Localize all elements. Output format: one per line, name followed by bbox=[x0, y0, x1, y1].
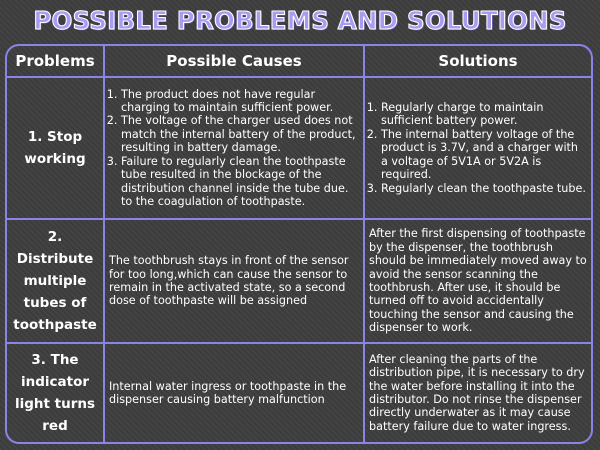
solution-item: 1. Regularly charge to maintain sufficient battery power. bbox=[381, 101, 587, 128]
header-solutions: Solutions bbox=[438, 52, 518, 70]
problem-stop-working: 1. Stop working bbox=[24, 129, 86, 167]
cause-multiple-tubes: The toothbrush stays in front of the sensor for too long,which can cause the sensor to remain in the activated state, so a second dose of toothpaste will be assigned bbox=[109, 254, 349, 308]
solutions-stop-working bbox=[365, 78, 591, 218]
solution-indicator-red: After cleaning the parts of the distribution pipe, it is necessary to dry the water before installing it into the distributor. Do not rinse the dispenser directly underwater as it may cause battery failure due to water ingress. bbox=[369, 352, 585, 433]
cause-item: 2. The voltage of the charger used does not match the internal battery of the product, resulting in battery damage. bbox=[121, 114, 359, 154]
cause-item: 1. The product does not have regular charging to maintain sufficient power. bbox=[121, 88, 359, 115]
solution-item: 2. The internal battery voltage of the product is 3.7V, and a charger with a voltage of 5V1A or 5V2A is required. bbox=[381, 128, 587, 182]
cause-item: 3. Failure to regularly clean the toothpaste tube resulted in the blockage of the distribution channel inside the tube due. to the coagulation of toothpaste. bbox=[121, 155, 359, 209]
solution-multiple-tubes: After the first dispensing of toothpaste by the dispenser, the toothbrush should be immediately moved away to avoid the sensor scanning the toothbrush. After use, it should be turned off to avoid accidentally touching the sensor and causing the dispenser to work. bbox=[369, 227, 587, 335]
page-title: POSSIBLE PROBLEMS AND SOLUTIONS bbox=[33, 6, 567, 35]
problem-indicator-red: 3. The indicator light turns red bbox=[14, 352, 96, 434]
solution-item: 3. Regularly clean the toothpaste tube. bbox=[381, 182, 587, 195]
causes-stop-working bbox=[105, 78, 363, 218]
header-possible-causes: Possible Causes bbox=[166, 52, 302, 70]
problems-solutions-table bbox=[5, 44, 593, 444]
cause-indicator-red: Internal water ingress or toothpaste in the dispenser causing battery malfunction bbox=[109, 379, 347, 406]
problem-multiple-tubes: 2. Distribute multiple tubes of toothpaste bbox=[13, 229, 97, 333]
header-problems: Problems bbox=[15, 52, 95, 70]
